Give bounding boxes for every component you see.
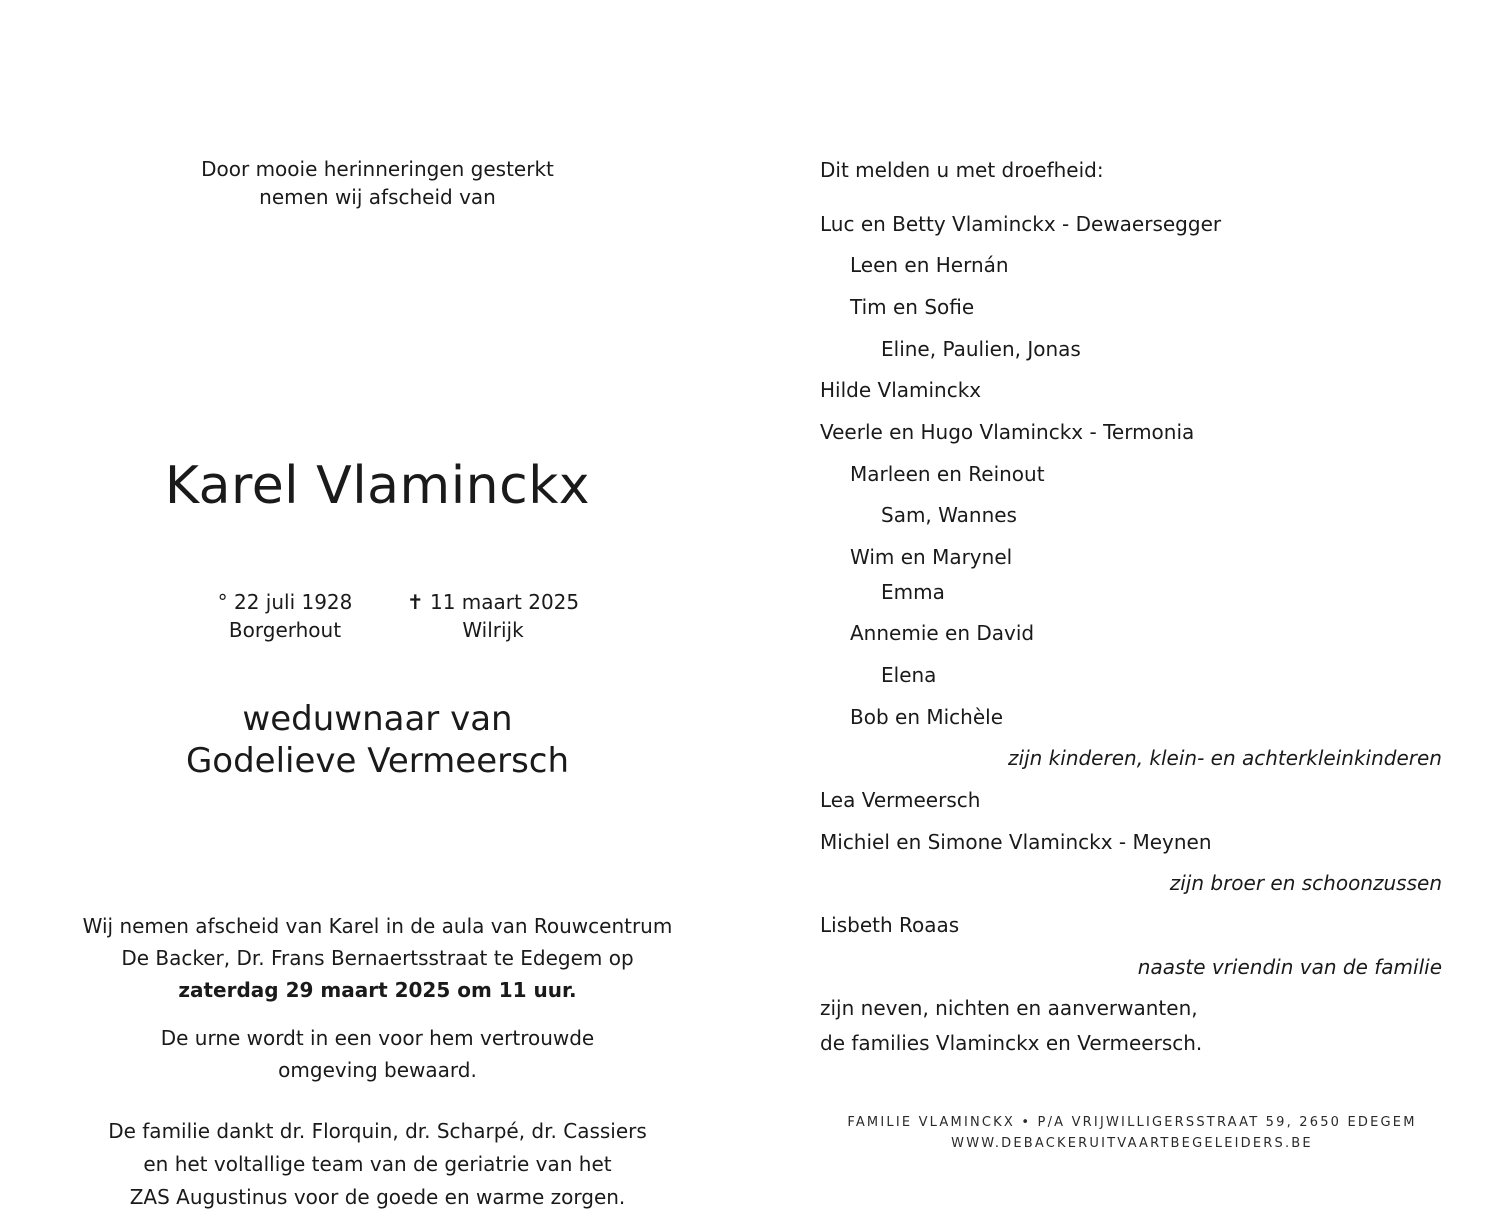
thanks-text [40,1115,715,1214]
relation-label: zijn broer en schoonzussen [1169,871,1442,895]
intro-line-2: nemen wij afscheid van [259,185,496,209]
footer-website: WWW.DEBACKERUITVAARTBEGELEIDERS.BE [951,1136,1313,1151]
ceremony-line-1: Wij nemen afscheid van Karel in de aula van Rouwcentrum [82,914,673,938]
ceremony-line-2: De Backer, Dr. Frans Bernaertsstraat te Edegem op [121,946,634,970]
family-line: zijn neven, nichten en aanverwanten, [820,996,1198,1020]
family-line: Luc en Betty Vlaminckx - Dewaersegger [820,212,1222,236]
intro-text [40,155,715,211]
urn-line-1: De urne wordt in een voor hem vertrouwde [160,1026,595,1050]
widower-of [40,698,715,782]
family-line: Leen en Hernán [850,253,1009,277]
death-date: ✝ 11 maart 2025 [406,590,580,614]
spouse-name: Godelieve Vermeersch [185,741,570,781]
footer [820,1112,1444,1154]
family-line: Marleen en Reinout [850,462,1045,486]
family-line: Emma [881,580,945,604]
deceased-name: Karel Vlaminckx [164,456,591,516]
urn-info [40,1022,715,1086]
family-line: de families Vlaminckx en Vermeersch. [820,1031,1203,1055]
ceremony-info [40,910,715,1006]
family-line: Lea Vermeersch [820,788,981,812]
family-line: Hilde Vlaminckx [820,378,982,402]
family-line: Eline, Paulien, Jonas [881,337,1081,361]
announcers-heading: Dit melden u met droefheid: [820,158,1104,182]
family-line: Tim en Sofie [850,295,975,319]
family-line: Michiel en Simone Vlaminckx - Meynen [820,830,1212,854]
ceremony-date: zaterdag 29 maart 2025 om 11 uur. [178,978,577,1002]
death-info [373,588,613,644]
family-line: Bob en Michèle [850,705,1003,729]
widower-line-1: weduwnaar van [242,699,513,739]
intro-line-1: Door mooie herinneringen gesterkt [201,157,554,181]
family-line: Veerle en Hugo Vlaminckx - Termonia [820,420,1195,444]
relation-label: zijn kinderen, klein- en achterkleinkinderen [1008,746,1442,770]
relation-label: naaste vriendin van de familie [1137,955,1442,979]
family-line: Annemie en David [850,621,1035,645]
family-line: Wim en Marynel [850,545,1013,569]
family-line: Elena [881,663,937,687]
thanks-line-1: De familie dankt dr. Florquin, dr. Scharpé, dr. Cassiers [108,1119,647,1143]
thanks-line-3: ZAS Augustinus voor de goede en warme zorgen. [129,1185,626,1209]
thanks-line-2: en het voltallige team van de geriatrie van het [143,1152,612,1176]
birth-place: Borgerhout [228,618,342,642]
birth-info [165,588,405,644]
family-line: Sam, Wannes [881,503,1017,527]
family-line: Lisbeth Roaas [820,913,960,937]
urn-line-2: omgeving bewaard. [278,1058,477,1082]
footer-address: FAMILIE VLAMINCKX • P/A VRIJWILLIGERSSTRAAT 59, 2650 EDEGEM [847,1115,1417,1130]
death-place: Wilrijk [462,618,524,642]
birth-date: ° 22 juli 1928 [217,590,353,614]
